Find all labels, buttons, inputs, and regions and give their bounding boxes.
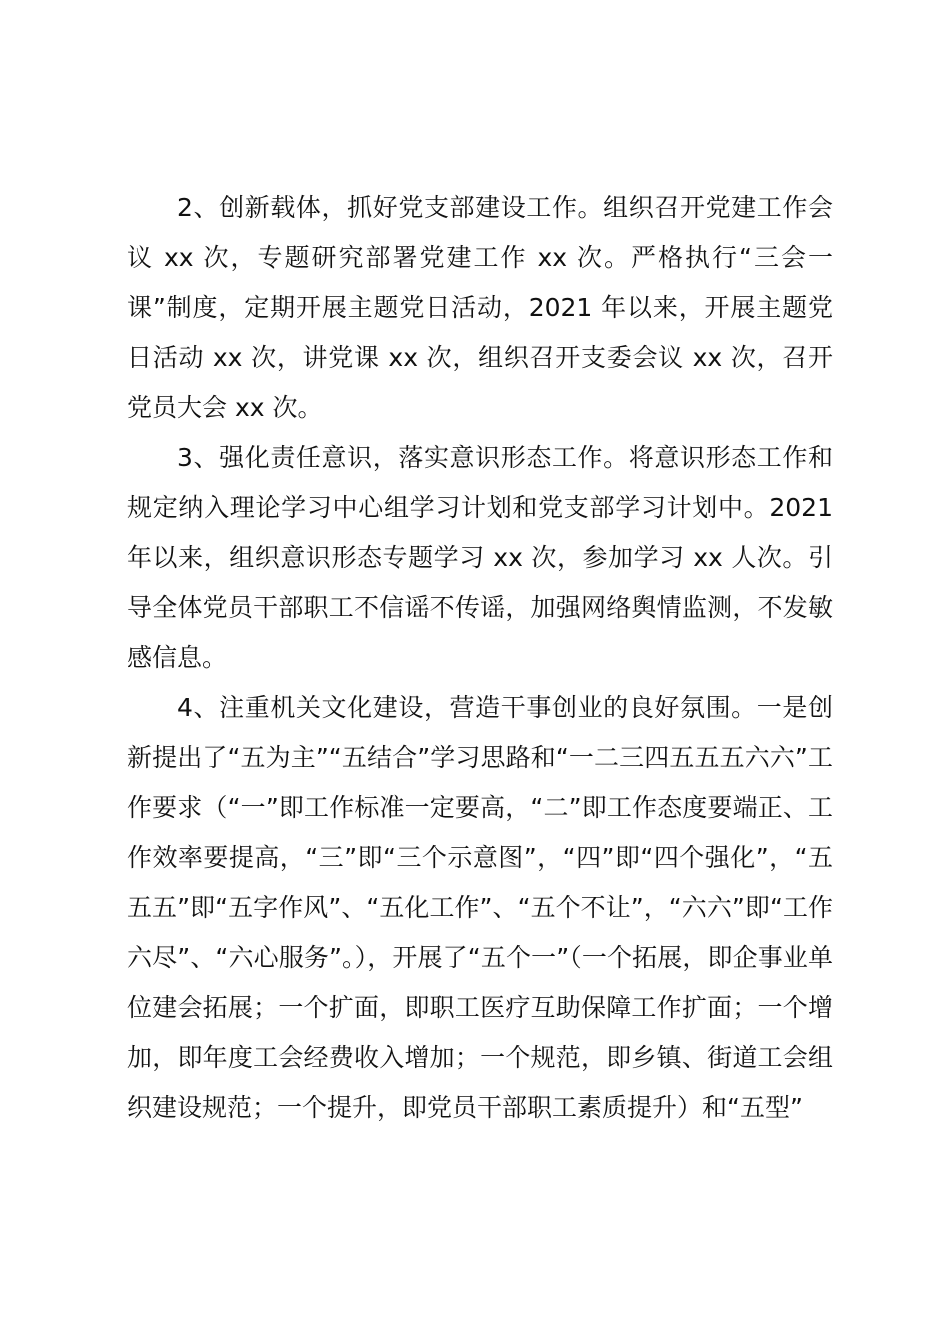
- document-body: [127, 183, 833, 1133]
- paragraph-party-branch-building: 2、创新载体，抓好党支部建设工作。组织召开党建工作会议 xx 次，专题研究部署党建工作 xx 次。严格执行“三会一课”制度，定期开展主题党日活动，2021 年以来，开展主题党日活动 xx 次，讲党课 xx 次，组织召开支委会议 xx 次，召开党员大会 xx 次。: [127, 193, 833, 422]
- paragraph-organization-culture: 4、注重机关文化建设，营造干事创业的良好氛围。一是创新提出了“五为主”“五结合”学习思路和“一二三四五五五六六”工作要求（“一”即工作标准一定要高，“二”即工作态度要端正、工作效率要提高，“三”即“三个示意图”，“四”即“四个强化”，“五五五”即“五字作风”、“五化工作”、“五个不让”，“六六”即“工作六尽”、“六心服务”。），开展了“五个一”（一个拓展，即企事业单位建会拓展；一个扩面，即职工医疗互助保障工作扩面；一个增加，即年度工会经费收入增加；一个规范，即乡镇、街道工会组织建设规范；一个提升，即党员干部职工素质提升）和“五型”: [127, 693, 833, 1122]
- paragraph-ideology-work: 3、强化责任意识，落实意识形态工作。将意识形态工作和规定纳入理论学习中心组学习计划和党支部学习计划中。2021 年以来，组织意识形态专题学习 xx 次，参加学习 xx 人次。引导全体党员干部职工不信谣不传谣，加强网络舆情监测，不发敏感信息。: [127, 443, 833, 672]
